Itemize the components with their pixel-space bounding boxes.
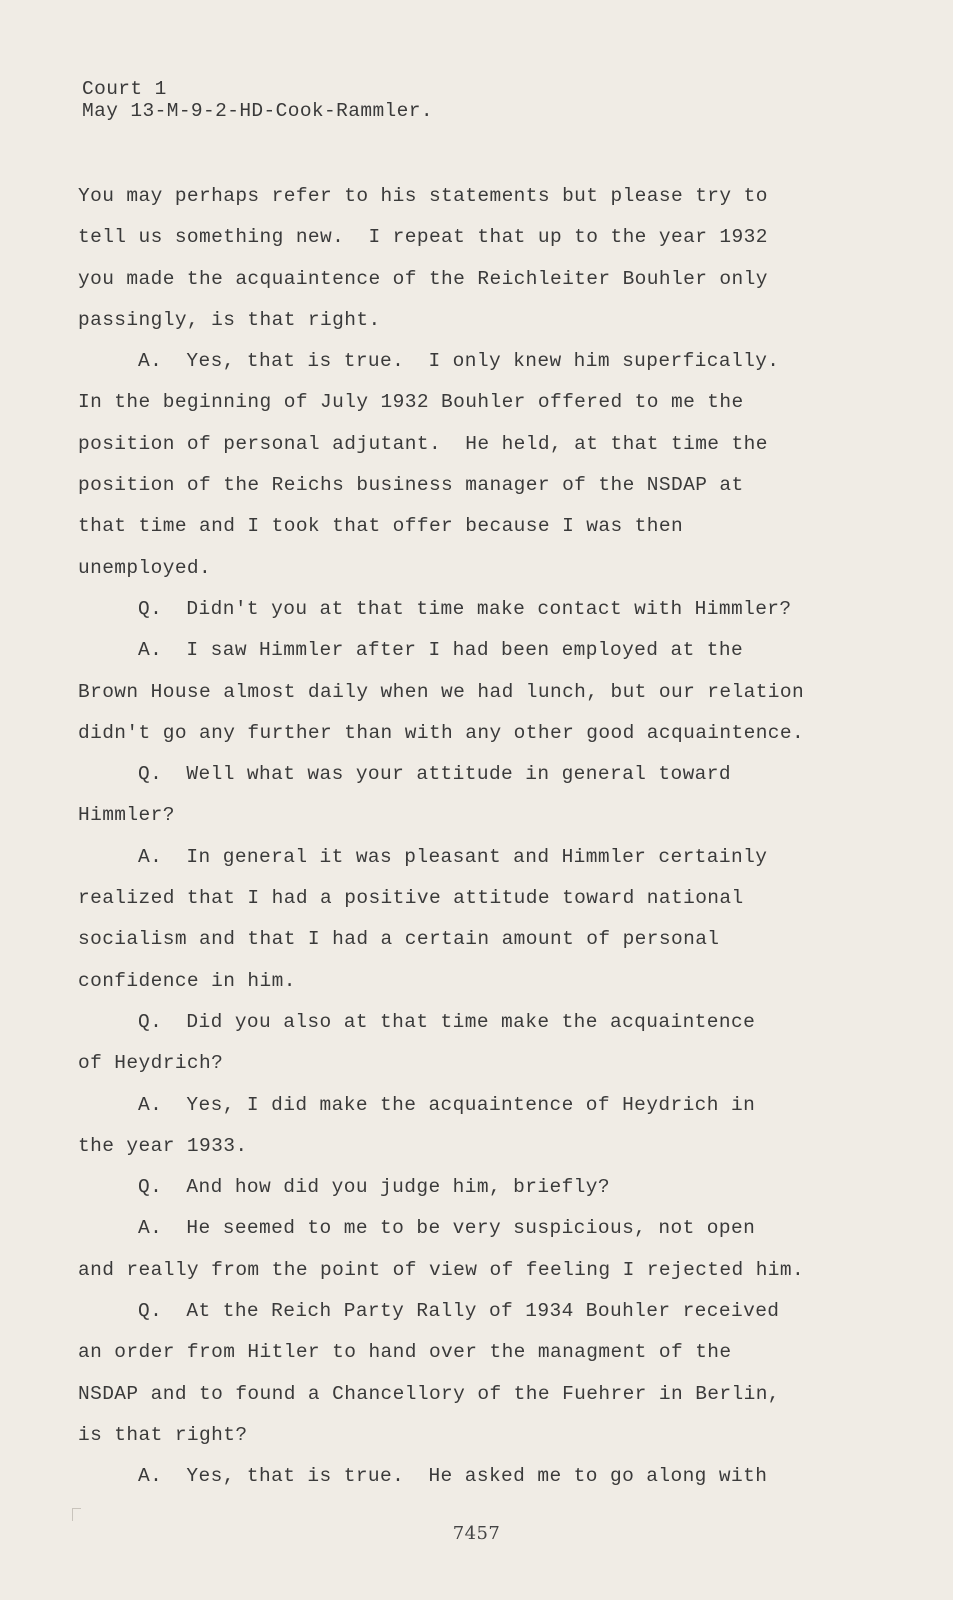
transcript-line: A. I saw Himmler after I had been employed at the [138,639,744,662]
transcript-line: you made the acquaintence of the Reichleiter Bouhler only [78,267,768,290]
transcript-line: confidence in him. [78,969,296,992]
transcript-line: and really from the point of view of feeling I rejected him. [78,1258,805,1281]
transcript-line: A. Yes, that is true. I only knew him superfically. [138,350,780,373]
transcript-line: Himmler? [78,804,175,827]
transcript-line: A. He seemed to me to be very suspicious, not open [138,1217,756,1240]
transcript-line: Q. At the Reich Party Rally of 1934 Bouhler received [138,1300,780,1323]
transcript-line: Brown House almost daily when we had lunch, but our relation [78,680,805,703]
transcript-line: Q. And how did you judge him, briefly? [138,1176,610,1199]
page-number: 7457 [452,1523,501,1544]
court-label: Court 1 [82,78,167,100]
transcript-line: In the beginning of July 1932 Bouhler offered to me the [78,391,744,414]
transcript-line: is that right? [78,1423,248,1446]
transcript-line: A. In general it was pleasant and Himmler certainly [138,845,768,868]
transcript-body [78,176,838,1498]
transcript-line: A. Yes, I did make the acquaintence of Heydrich in [138,1093,756,1116]
transcript-line: the year 1933. [78,1134,248,1157]
transcript-line: of Heydrich? [78,1052,224,1075]
session-reference: May 13-M-9-2-HD-Cook-Rammler. [82,100,433,122]
margin-mark [72,1508,81,1521]
transcript-line: an order from Hitler to hand over the managment of the [78,1341,732,1364]
transcript-line: passingly, is that right. [78,308,381,331]
transcript-line: didn't go any further than with any other good acquaintence. [78,721,805,744]
transcript-line: You may perhaps refer to his statements but please try to [78,185,768,207]
transcript-line: that time and I took that offer because I was then [78,515,684,538]
transcript-line: tell us something new. I repeat that up to the year 1932 [78,226,768,249]
transcript-line: position of the Reichs business manager of the NSDAP at [78,474,744,497]
transcript-line: Q. Well what was your attitude in general toward [138,763,731,786]
transcript-line: position of personal adjutant. He held, at that time the [78,432,768,455]
transcript-line: Q. Did you also at that time make the acquaintence [138,1010,756,1033]
transcript-line: A. Yes, that is true. He asked me to go along with [138,1465,768,1488]
transcript-line: realized that I had a positive attitude toward national [78,887,744,910]
transcript-line: Q. Didn't you at that time make contact with Himmler? [138,597,792,620]
transcript-line: NSDAP and to found a Chancellory of the Fuehrer in Berlin, [78,1382,780,1405]
transcript-line: unemployed. [78,556,212,579]
transcript-line: socialism and that I had a certain amount of personal [78,928,720,951]
document-header [82,78,433,122]
